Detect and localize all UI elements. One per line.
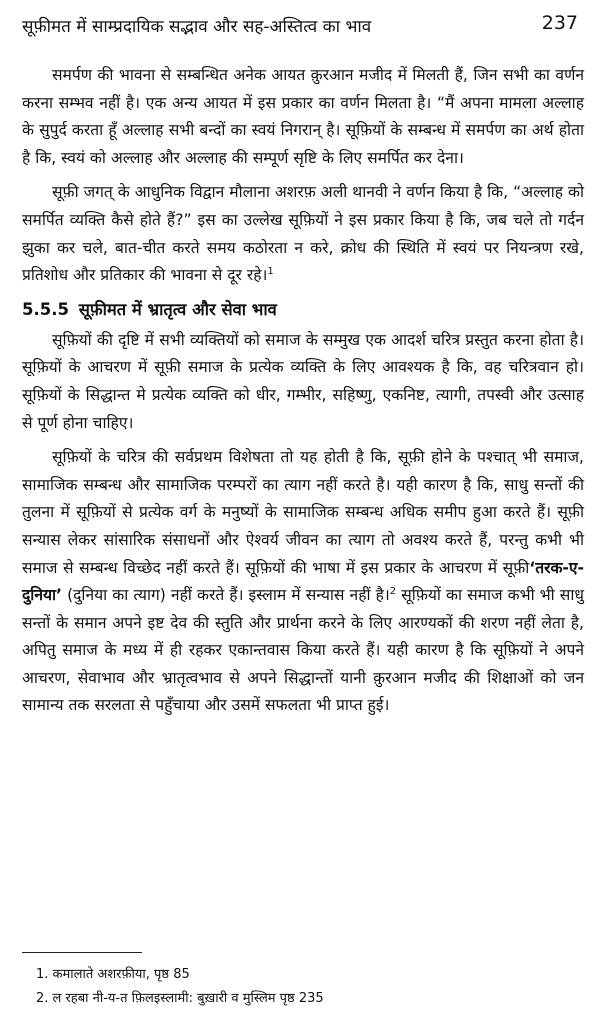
paragraph-4-bold-term: ‘तरक-ए-दुनिया’: [22, 558, 584, 605]
paragraph-1-text: समर्पण की भावना से सम्बन्धित अनेक आयत क़ुरआन मजीद में मिलती हैं, जिन सभी का वर्णन करना सम्भव नहीं है। एक अन्य आयत में इस प्रकार का वर्णन मिलता है। “मैं अपना मामला अल्लाह के सुपुर्द करता हूँ अल्लाह सभी बन्दों का स्वयं निगरान् है। सूफ़ियों के सम्बन्ध में समर्पण का अर्थ होता है कि, स्वयं को अल्लाह और अल्लाह की सम्पूर्ण सृष्टि के लिए समर्पित कर देना।: [22, 66, 584, 167]
paragraph-4-text-c: सूफ़ियों का समाज कभी भी साधु सन्तों के समान अपने इष्ट देव की स्तुति और प्रार्थना करने के लिए आरण्यकों की शरण नहीं लेता है, अपितु समाज के मध्य में ही रहकर एकान्तवास किया करते हैं। यही कारण है कि सूफ़ियों ने अपने आचरण, सेवाभाव और भ्रातृत्वभाव से अपने सिद्धान्तों यानी क़ुरआन मजीद की शिक्षाओं को जन सामान्य तक सरलता से पहुँचाया और उसमें सफलता भी प्राप्त हुई।: [22, 586, 584, 715]
paragraph-4-text-b: (दुनिया का त्याग) नहीं करते हैं। इस्लाम में सन्यास नहीं है।: [67, 586, 390, 605]
section-number: 5.5.5: [22, 299, 69, 319]
paragraph-3-text: सूफ़ियों की दृष्टि में सभी व्यक्तियों को समाज के सम्मुख एक आदर्श चरित्र प्रस्तुत करना होता है। सूफ़ियों के आचरण में सूफ़ी समाज के प्रत्येक व्यक्ति के लिए आवश्यक है कि, वह चरित्रवान हो। सूफ़ियों के सिद्धान्त मे प्रत्येक व्यक्ति को धीर, गम्भीर, सहिष्णु, एकनिष्ट, त्यागी, तपस्वी और उत्साह से पूर्ण होना चाहिए।: [22, 330, 584, 432]
paragraph-1: [22, 62, 584, 172]
paragraph-3: [22, 327, 584, 437]
page-number: 237: [541, 12, 578, 34]
footnote-divider: [22, 952, 142, 953]
footnote-1: 1. कमालाते अशरफ़ीया, पृष्ठ 85: [36, 967, 190, 982]
paragraph-4-text-a: सूफ़ियों के चरित्र की सर्वप्रथम विशेषता तो यह होती है कि, सूफ़ी होने के पश्चात् भी समाज, सामाजिक सम्बन्ध और सामाजिक परम्परों का त्याग नहीं करते है। यही कारण है कि, साधु सन्तों की तुलना में सूफ़ियों से प्रत्येक वर्ग के मनुष्यों के सामाजिक सम्बन्ध अधिक समीप हुआ करते हैं। सूफ़ी सन्यास लेकर सांसारिक संसाधनों और ऐश्वर्य जीवन का त्याग तो अवश्य करते हैं, परन्तु कभी भी समाज से सम्बन्ध विच्छेद नहीं करते हैं। सूफ़ियों की भाषा में इस प्रकार के आचरण में सूफ़ी: [22, 448, 584, 577]
footnote-2: 2. ल रहबा नी-य-त फ़िलइस्लामी: बुख़ारी व मुस्लिम पृष्ठ 235: [36, 991, 324, 1006]
page-body: [22, 62, 584, 727]
section-title: सूफ़ीमत में भ्रातृत्व और सेवा भाव: [78, 299, 277, 319]
footnote-ref-2: 2: [389, 585, 397, 597]
section-heading: [22, 297, 584, 323]
paragraph-2: [22, 179, 584, 289]
footnotes: [22, 952, 584, 1011]
paragraph-2-text: सूफ़ी जगत् के आधुनिक विद्वान मौलाना अशरफ़ अली थानवी ने वर्णन किया है कि, “अल्लाह को समर्पित व्यक्ति कैसे होते हैं?” इस का उल्लेख सूफ़ियों ने इस प्रकार किया है कि, जब चले तो गर्दन झुका कर चले, बात-चीत करते समय कठोरता न करे, क्रोध की स्थिति में स्वयं पर नियन्त्रण रखे, प्रतिशोध और प्रतिकार की भावना से दूर रहे।: [22, 183, 584, 285]
footnote-ref-1: 1: [267, 265, 274, 277]
paragraph-4: [22, 444, 584, 720]
running-header: [22, 10, 584, 40]
running-title: सूफ़ीमत में साम्प्रदायिक सद्भाव और सह-अस्तित्व का भाव: [22, 17, 372, 37]
